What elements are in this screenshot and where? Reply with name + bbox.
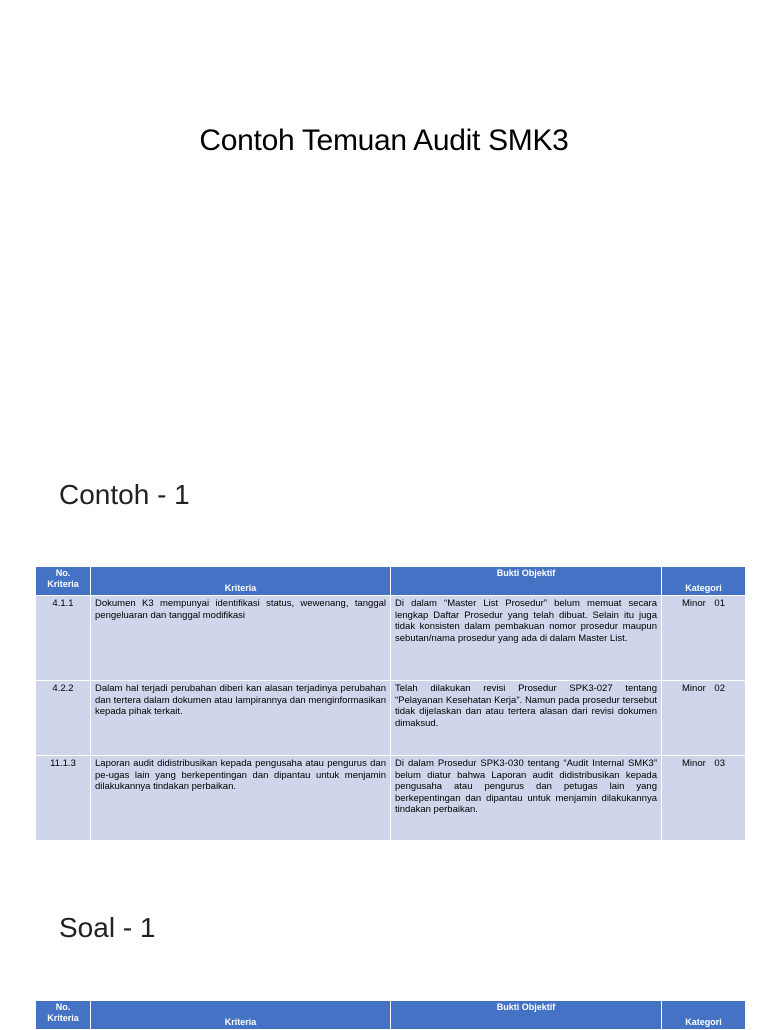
cell-bukti: Di dalam Prosedur SPK3-030 tentang “Audit Internal SMK3” belum diatur bahwa Laporan audit didistribusikan kepada pengusaha atau pengurus dan petugas lain yang berkepentingan dan dipantau untuk menjamin dilakukannya tindakan perbaikan.: [391, 756, 662, 841]
header-bukti-label: Bukti Objektif: [496, 568, 556, 578]
section-heading-contoh-1: Contoh - 1: [59, 479, 190, 510]
header-kriteria-label: Kriteria: [224, 1017, 257, 1028]
header-kriteria: [91, 567, 391, 596]
header-kriteria: [91, 1001, 391, 1030]
cell-kategori: Minor 02: [662, 681, 746, 756]
cell-kriteria: Laporan audit didistribusikan kepada pengusaha atau pengurus dan pe-ugas lain yang berkepentingan dan dipantau untuk menjamin dilakukannya tindakan perbaikan.: [91, 756, 391, 841]
cell-kategori: Minor 03: [662, 756, 746, 841]
table-row: [36, 681, 746, 756]
header-kriteria-label: Kriteria: [224, 583, 257, 594]
header-no-label: No.: [55, 568, 71, 578]
header-no-kriteria: [36, 567, 91, 596]
cell-kriteria: Dalam hal terjadi perubahan diberi kan alasan terjadinya perubahan dan tertera dalam dokumen atau lampirannya dan menginformasikan kepada pihak terkait.: [91, 681, 391, 756]
header-no-label: No.: [55, 1002, 71, 1012]
table-header-row: [36, 1001, 746, 1030]
header-bukti-objektif: [391, 1001, 662, 1030]
table-header-row: [36, 567, 746, 596]
header-no-sublabel: Kriteria: [47, 1012, 79, 1023]
header-kategori-label: Kategori: [685, 583, 722, 594]
header-no-kriteria: [36, 1001, 91, 1030]
section-heading-soal-1: Soal - 1: [59, 912, 156, 943]
soal-table: [35, 1000, 746, 1030]
cell-bukti: Telah dilakukan revisi Prosedur SPK3-027 tentang “Pelayanan Kesehatan Kerja”. Namun pada prosedur tersebut tidak dijelaskan dan atau tertera alasan dari revisi dokumen dimaksud.: [391, 681, 662, 756]
cell-no: 4.1.1: [36, 596, 91, 681]
header-kategori-label: Kategori: [685, 1017, 722, 1028]
header-bukti-objektif: [391, 567, 662, 596]
cell-no: 4.2.2: [36, 681, 91, 756]
page-title: Contoh Temuan Audit SMK3: [199, 124, 569, 157]
cell-bukti: Di dalam “Master List Prosedur” belum memuat secara lengkap Daftar Prosedur yang telah dibuat. Selain itu juga tidak konsisten dalam pembakuan nomor prosedur maupun sebutan/nama prosedur yang ada di dalam Master List.: [391, 596, 662, 681]
header-kategori: [662, 567, 746, 596]
cell-kriteria: Dokumen K3 mempunyai identifikasi status, wewenang, tanggal pengeluaran dan tanggal modifikasi: [91, 596, 391, 681]
cell-no: 11.1.3: [36, 756, 91, 841]
table-row: [36, 596, 746, 681]
header-kategori: [662, 1001, 746, 1030]
header-no-sublabel: Kriteria: [47, 578, 79, 589]
cell-kategori: Minor 01: [662, 596, 746, 681]
header-bukti-label: Bukti Objektif: [496, 1002, 556, 1012]
table-row: [36, 756, 746, 841]
audit-findings-table: [35, 566, 746, 841]
